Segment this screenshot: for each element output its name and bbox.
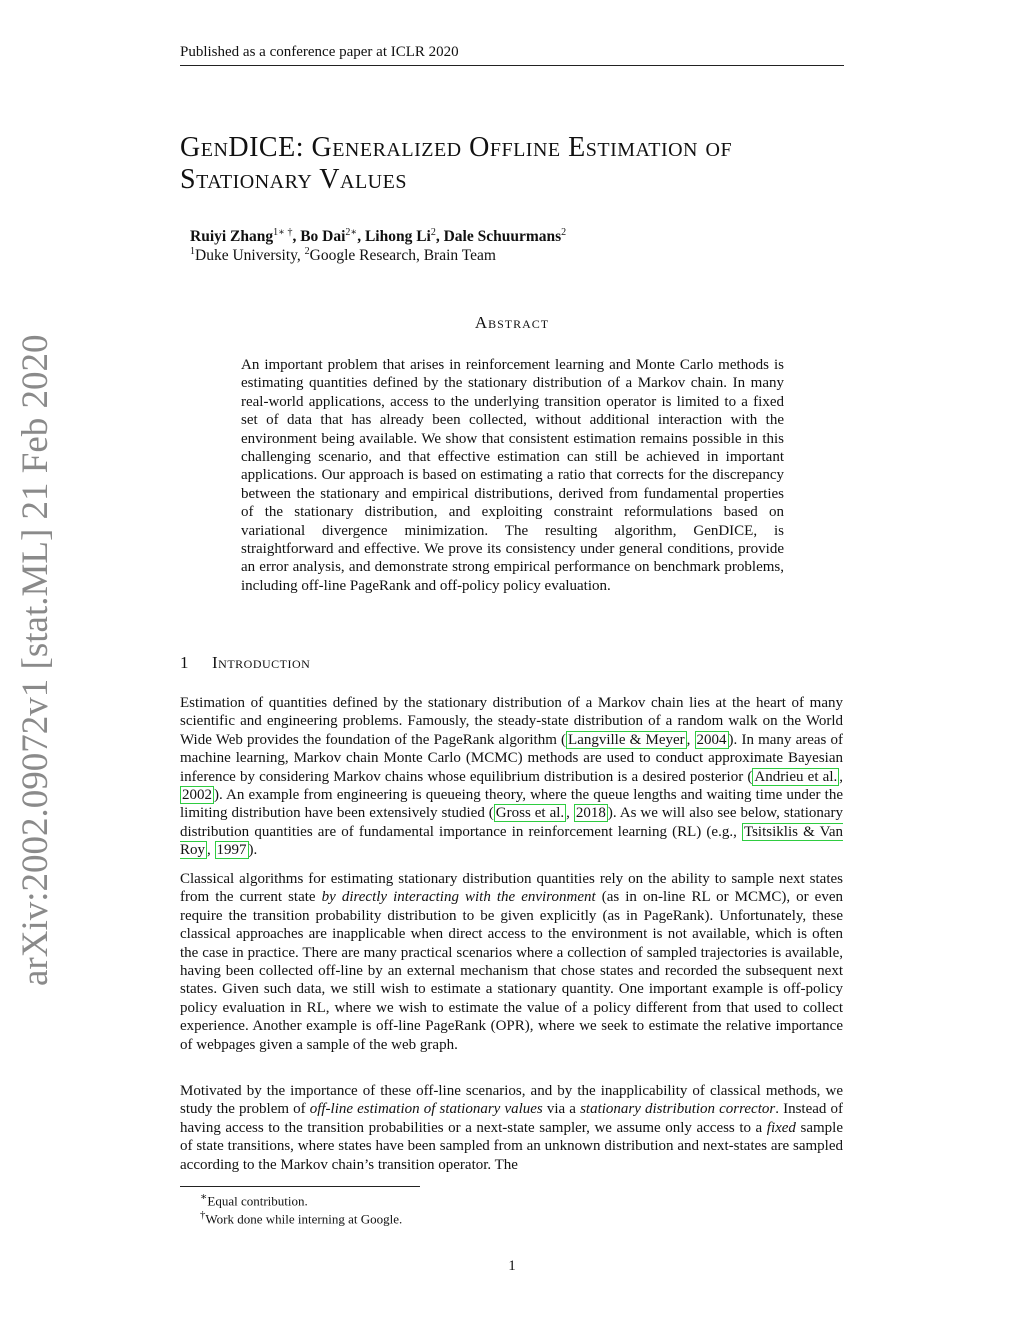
intro-paragraph-3: [180, 1082, 843, 1174]
paragraph-text: ).: [248, 842, 258, 859]
emphasis-text: off-line estimation of stationary values: [309, 1101, 543, 1118]
paper-title: [180, 132, 860, 196]
author-name: , Bo Dai: [292, 228, 346, 246]
section-title: Introduction: [212, 653, 311, 672]
emphasis-text: by directly interacting with the environment: [321, 889, 596, 906]
page-number: 1: [508, 1258, 516, 1274]
paragraph-text: ). An example from engineering is queueing theory, where the queue lengths and waiting time under the limiting distribution have been extensively studied (: [180, 787, 843, 822]
citation-link[interactable]: 2004: [696, 731, 727, 748]
intro-paragraph-2: [180, 870, 843, 1054]
affiliation-marker: 1: [190, 246, 195, 257]
section-heading-introduction: [180, 653, 310, 673]
intro-paragraph-1: [180, 694, 843, 860]
paragraph-text: Estimation of quantities defined by the stationary distribution of a Markov chain lies at the heart of many scientific and engineering problems. Famously, the steady-state distribution of a random walk on the World Wide Web provides the foundation of the PageRank algorithm (: [180, 695, 843, 748]
footnote-divider: [180, 1186, 420, 1187]
author-name: , Dale Schuurmans: [435, 228, 562, 246]
paragraph-text: Motivated by the importance of these off-line scenarios, and by the inapplicability of classical methods, we study the problem of: [180, 1083, 843, 1118]
author-list: [190, 227, 566, 246]
title-line-1: GenDICE: Generalized Offline Estimation of: [180, 132, 733, 163]
citation-link[interactable]: 2002: [182, 787, 212, 804]
footnote-equal-contribution: [200, 1190, 308, 1209]
abstract-heading: Abstract: [474, 313, 550, 332]
footnote-marker: †: [200, 1209, 206, 1221]
citation-link[interactable]: Andrieu et al.: [754, 768, 838, 785]
arxiv-identifier-stamp: arXiv:2002.09072v1 [stat.ML] 21 Feb 2020: [15, 334, 56, 986]
author-marker: 2: [430, 227, 436, 238]
citation-link[interactable]: 2018: [575, 805, 606, 822]
footnote-text: Equal contribution.: [207, 1193, 308, 1209]
author-marker: 1∗ †: [273, 227, 293, 238]
paragraph-text: ,: [686, 731, 695, 748]
affiliations: [190, 246, 496, 265]
citation-link[interactable]: Langville & Meyer: [568, 731, 685, 748]
paragraph-text: (as in on-line RL or MCMC), or even require the transition probability distribution to be given explicitly (as in PageRank). Unfortunately, these classical approaches are inapplicable when direct access to the environment is not available, which is often the case in practice. There are many practical scenarios where a collection of sampled trajectories is available, having been collected off-line by an external mechanism that chose states and recorded the subsequent next states. Given such data, we still wish to estimate a stationary quantity. One important example is off-policy policy evaluation in RL, where we wish to estimate the value of a policy different from that used to collect experience. Another example is off-line PageRank (OPR), where we seek to estimate the relative importance of webpages given a sample of the web graph.: [180, 889, 844, 1053]
abstract-body: An important problem that arises in reinforcement learning and Monte Carlo methods is estimating quantities defined by the stationary distribution of a Markov chain. In many real-world applications, access to the underlying transition operator is limited to a fixed set of data that has already been collected, without additional interaction with the environment being available. We show that consistent estimation remains possible in this challenging scenario, and that effective estimation can still be achieved in important applications. Our approach is based on estimating a ratio that corrects for the discrepancy between the stationary and empirical distributions, derived from fundamental properties of the stationary distribution, and exploiting constraint reformulations based on variational divergence minimization. The resulting algorithm, GenDICE, is straightforward and effective. We prove its consistency under general conditions, provide an error analysis, and demonstrate strong empirical performance on benchmark problems, including off-line PageRank and off-policy policy evaluation.: [241, 357, 784, 594]
paragraph-text: via a: [542, 1101, 581, 1118]
section-number: 1: [180, 653, 189, 672]
emphasis-text: stationary distribution corrector: [580, 1101, 776, 1118]
paragraph-text: ,: [207, 842, 215, 859]
paragraph-text: Classical algorithms for estimating stationary distribution quantities rely on the ability to sample next states from the current state: [180, 871, 843, 906]
title-line-2: Stationary Values: [180, 164, 407, 195]
citation-link[interactable]: 1997: [216, 842, 247, 859]
author-marker: 2∗: [345, 227, 358, 238]
author-marker: 2: [561, 227, 567, 238]
citation-link[interactable]: Tsitsiklis & Van Roy: [180, 823, 843, 859]
footnote-text: Work done while interning at Google.: [205, 1211, 403, 1227]
emphasis-text: fixed: [766, 1119, 796, 1136]
footnote-marker: ∗: [200, 1191, 208, 1203]
affiliation-marker: 2: [304, 246, 310, 257]
affiliation-text: Duke University,: [195, 247, 305, 265]
citation-link[interactable]: Gross et al.: [495, 805, 565, 822]
footnote-internship: [200, 1209, 402, 1227]
paragraph-text: sample of state transitions, where states have been sampled from an unknown distribution and next-states are sampled according to the Markov chain’s transition operator. The: [180, 1119, 843, 1173]
running-head: Published as a conference paper at ICLR 2020: [180, 44, 844, 66]
paragraph-text: . Instead of having access to the transition probabilities or a next-state sampler, we assume only access to a: [180, 1101, 843, 1136]
author-name: , Lihong Li: [357, 228, 431, 246]
paragraph-text: ). As we will also see below, stationary distribution quantities are of fundamental importance in reinforcement learning (RL) (e.g.,: [180, 805, 844, 840]
paragraph-text: ). In many areas of machine learning, Markov chain Monte Carlo (MCMC) methods are used to conduct approximate Bayesian inference by considering Markov chains whose equilibrium distribution is a desired posterior (: [180, 731, 844, 785]
paragraph-text: ,: [839, 768, 843, 785]
author-name: Ruiyi Zhang: [190, 228, 274, 246]
affiliation-text: Google Research, Brain Team: [309, 247, 496, 265]
paragraph-text: ,: [566, 805, 574, 822]
